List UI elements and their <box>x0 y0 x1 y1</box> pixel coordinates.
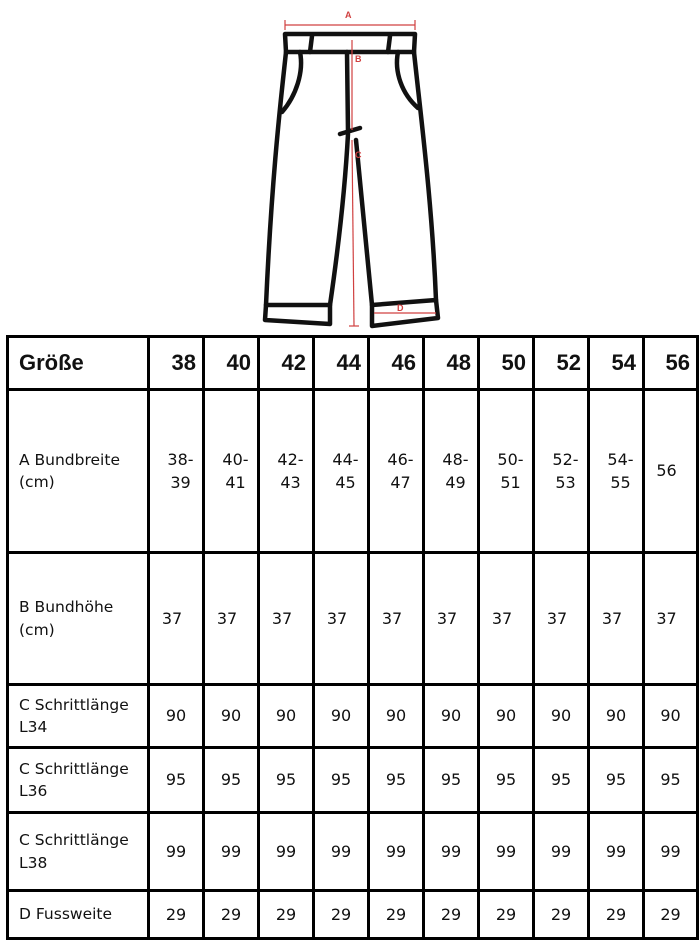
belt-loop <box>388 36 390 52</box>
table-cell: 37 <box>149 553 204 685</box>
table-cell: 29 <box>149 891 204 939</box>
table-cell: 95 <box>479 748 534 813</box>
table-cell: 95 <box>424 748 479 813</box>
trouser-measurement-diagram <box>0 0 700 336</box>
table-row-schrittlaenge-l38 <box>8 813 698 891</box>
table-cell: 95 <box>644 748 698 813</box>
table-cell: 29 <box>644 891 698 939</box>
table-cell: 54- 55 <box>589 390 644 553</box>
table-cell: 37 <box>259 553 314 685</box>
fly-line <box>347 52 348 132</box>
belt-loop <box>310 36 312 52</box>
label-b: B <box>355 54 362 64</box>
crotch-join <box>340 128 360 134</box>
size-header-cell: 48 <box>424 337 479 390</box>
table-cell: 48- 49 <box>424 390 479 553</box>
row-label: C Schrittlänge L34 <box>8 685 149 748</box>
table-cell: 99 <box>424 813 479 891</box>
size-table <box>6 335 699 940</box>
row-label: D Fussweite <box>8 891 149 939</box>
table-cell: 90 <box>149 685 204 748</box>
table-cell: 44- 45 <box>314 390 369 553</box>
waistband <box>285 34 415 52</box>
table-cell: 99 <box>314 813 369 891</box>
row-label: B Bundhöhe (cm) <box>8 553 149 685</box>
table-row-schrittlaenge-l34 <box>8 685 698 748</box>
table-cell: 29 <box>534 891 589 939</box>
left-cuff <box>265 305 330 324</box>
table-cell: 99 <box>534 813 589 891</box>
table-cell: 90 <box>644 685 698 748</box>
table-cell: 29 <box>259 891 314 939</box>
table-cell: 99 <box>149 813 204 891</box>
table-row-bundhoehe <box>8 553 698 685</box>
measure-line-c <box>352 140 354 326</box>
table-cell: 90 <box>479 685 534 748</box>
table-cell: 99 <box>479 813 534 891</box>
table-cell: 29 <box>314 891 369 939</box>
size-header-row <box>8 337 698 390</box>
table-cell: 29 <box>424 891 479 939</box>
table-cell: 99 <box>204 813 259 891</box>
table-cell: 90 <box>314 685 369 748</box>
table-cell: 37 <box>314 553 369 685</box>
size-header-cell: 38 <box>149 337 204 390</box>
table-cell: 29 <box>204 891 259 939</box>
table-cell: 90 <box>534 685 589 748</box>
size-header-cell: 56 <box>644 337 698 390</box>
table-cell: 95 <box>314 748 369 813</box>
trouser-illustration <box>0 0 700 336</box>
table-cell: 37 <box>589 553 644 685</box>
table-cell: 37 <box>369 553 424 685</box>
size-header-cell: 50 <box>479 337 534 390</box>
label-d: D <box>397 303 404 313</box>
size-header-cell: 42 <box>259 337 314 390</box>
table-cell: 90 <box>259 685 314 748</box>
left-inner-seam <box>330 134 348 305</box>
size-header-cell: 52 <box>534 337 589 390</box>
table-cell: 37 <box>534 553 589 685</box>
table-row-schrittlaenge-l36 <box>8 748 698 813</box>
table-cell: 38- 39 <box>149 390 204 553</box>
size-header-cell: 46 <box>369 337 424 390</box>
table-cell: 99 <box>259 813 314 891</box>
table-cell: 37 <box>644 553 698 685</box>
table-cell: 95 <box>589 748 644 813</box>
size-header-cell: 40 <box>204 337 259 390</box>
table-cell: 52- 53 <box>534 390 589 553</box>
left-outer-seam <box>266 52 286 305</box>
table-cell: 29 <box>589 891 644 939</box>
table-cell: 99 <box>369 813 424 891</box>
table-cell: 95 <box>149 748 204 813</box>
table-cell: 90 <box>369 685 424 748</box>
table-cell: 29 <box>479 891 534 939</box>
row-label: A Bundbreite (cm) <box>8 390 149 553</box>
size-header-cell: 54 <box>589 337 644 390</box>
table-cell: 46- 47 <box>369 390 424 553</box>
table-row-bundbreite <box>8 390 698 553</box>
row-label: C Schrittlänge L38 <box>8 813 149 891</box>
table-cell: 37 <box>204 553 259 685</box>
table-cell: 95 <box>259 748 314 813</box>
table-cell: 95 <box>204 748 259 813</box>
table-cell: 90 <box>204 685 259 748</box>
label-a: A <box>345 10 352 20</box>
table-cell: 99 <box>589 813 644 891</box>
table-cell: 29 <box>369 891 424 939</box>
table-cell: 56 <box>644 390 698 553</box>
table-cell: 40- 41 <box>204 390 259 553</box>
label-c: C <box>355 150 362 160</box>
table-cell: 95 <box>369 748 424 813</box>
table-cell: 90 <box>589 685 644 748</box>
table-row-fussweite <box>8 891 698 939</box>
right-outer-seam <box>414 52 436 300</box>
table-cell: 37 <box>424 553 479 685</box>
right-inner-seam <box>356 140 372 305</box>
size-header-label: Größe <box>8 337 149 390</box>
table-cell: 37 <box>479 553 534 685</box>
size-header-cell: 44 <box>314 337 369 390</box>
table-cell: 95 <box>534 748 589 813</box>
row-label: C Schrittlänge L36 <box>8 748 149 813</box>
table-cell: 99 <box>644 813 698 891</box>
table-cell: 42- 43 <box>259 390 314 553</box>
table-cell: 90 <box>424 685 479 748</box>
table-cell: 50- 51 <box>479 390 534 553</box>
